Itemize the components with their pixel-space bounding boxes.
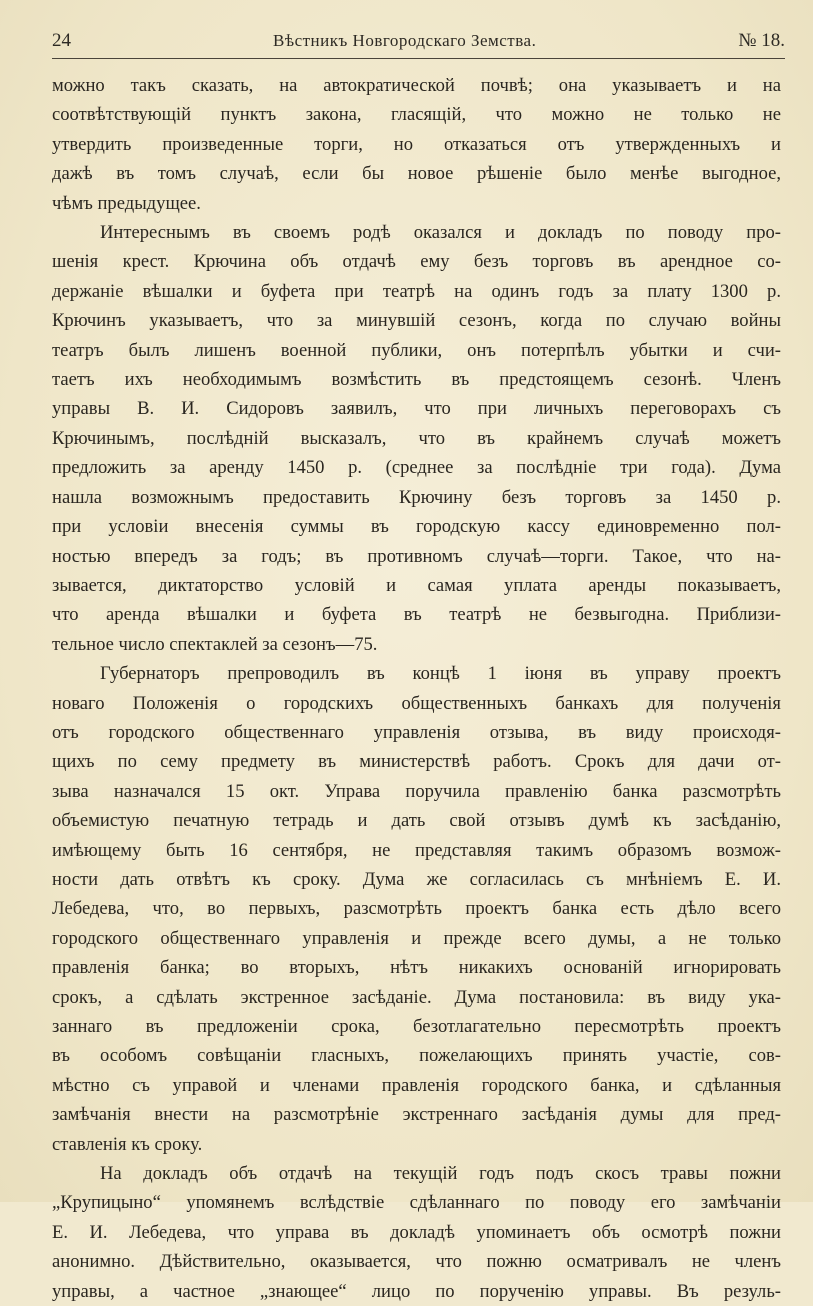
text-line: при условіи внесенія суммы въ городскую кассу единовременно пол- xyxy=(52,516,781,538)
text-line: театръ былъ лишенъ военной публики, онъ потерпѣлъ убытки и счи- xyxy=(52,339,781,361)
text-line: объемистую печатную тетрадь и дать свой отзывъ думѣ къ засѣданію, xyxy=(52,810,781,832)
text-line: новаго Положенія о городскихъ общественныхъ банкахъ для полученія xyxy=(52,692,781,714)
text-line: соотвѣтствующій пунктъ закона, гласящій, что можно не только не xyxy=(52,104,781,126)
text-line: Интереснымъ въ своемъ родѣ оказался и докладъ по поводу про- xyxy=(100,222,781,244)
text-line: дажѣ въ томъ случаѣ, если бы новое рѣшеніе было менѣе выгодное, xyxy=(52,163,781,185)
text-line: срокъ, а сдѣлать экстренное засѣданіе. Дума постановила: въ виду ука- xyxy=(52,986,781,1008)
journal-title: Вѣстникъ Новгородскаго Земства. xyxy=(273,31,537,50)
text-line: тельное число спектаклей за сезонъ—75. xyxy=(52,633,378,655)
paragraph xyxy=(52,1159,781,1306)
text-line: нашла возможнымъ предоставить Крючину безъ торговъ за 1450 р. xyxy=(52,486,781,508)
text-line: чѣмъ предыдущее. xyxy=(52,192,201,214)
text-line: щихъ по сему предмету въ министерствѣ работъ. Срокъ для дачи от- xyxy=(52,751,781,773)
text-line: правленія банка; во вторыхъ, нѣтъ никакихъ основаній игнорировать xyxy=(52,957,781,979)
text-line: шенія крест. Крючина объ отдачѣ ему безъ торговъ въ арендное со- xyxy=(52,251,781,273)
text-line: таетъ ихъ необходимымъ возмѣстить въ предстоящемъ сезонѣ. Членъ xyxy=(52,369,781,391)
text-line: замѣчанія внести на разсмотрѣніе экстреннаго засѣданія думы для пред- xyxy=(52,1104,781,1126)
text-line: управы, а частное „знающее“ лицо по порученію управы. Въ резуль- xyxy=(52,1280,781,1302)
text-line: предложить за аренду 1450 р. (среднее за послѣдніе три года). Дума xyxy=(52,457,781,479)
article-body xyxy=(52,71,781,1306)
text-line: можно такъ сказать, на автократической почвѣ; она указываетъ и на xyxy=(52,75,781,96)
text-line: Е. И. Лебедева, что управа въ докладѣ упоминаетъ объ осмотрѣ пожни xyxy=(52,1221,781,1243)
text-line: „Крупицыно“ упомянемъ вслѣдствіе сдѣланнаго по поводу его замѣчаніи xyxy=(52,1192,781,1214)
paragraph xyxy=(52,71,781,218)
text-line: имѣющему быть 16 сентября, не представляя такимъ образомъ возмож- xyxy=(52,839,781,861)
text-line: На докладъ объ отдачѣ на текущій годъ подъ скосъ травы пожни xyxy=(100,1163,781,1185)
text-line: анонимно. Дѣйствительно, оказывается, что пожню осматривалъ не членъ xyxy=(52,1251,781,1273)
text-line: держаніе вѣшалки и буфета при театрѣ на одинъ годъ за плату 1300 р. xyxy=(52,280,781,302)
text-line: заннаго въ предложеніи срока, безотлагательно пересмотрѣть проектъ xyxy=(52,1016,781,1037)
running-header xyxy=(52,24,785,59)
paragraph xyxy=(52,659,781,1159)
text-line: Лебедева, что, во первыхъ, разсмотрѣть проектъ банка есть дѣло всего xyxy=(52,898,781,920)
paragraph xyxy=(52,218,781,659)
text-line: городского общественнаго управленія и прежде всего думы, а не только xyxy=(52,927,781,949)
text-line: мѣстно съ управой и членами правленія городского банка, и сдѣланныя xyxy=(52,1074,781,1096)
text-line: ставленія къ сроку. xyxy=(52,1133,203,1155)
text-line: ностью впередъ за годъ; въ противномъ случаѣ—торги. Такое, что на- xyxy=(52,545,781,567)
text-line: Губернаторъ препроводилъ въ концѣ 1 іюня въ управу проектъ xyxy=(100,663,781,685)
text-line: утвердить произведенные торги, но отказаться отъ утвержденныхъ и xyxy=(52,133,781,155)
text-line: зыва назначался 15 окт. Управа поручила правленію банка разсмотрѣть xyxy=(52,780,781,802)
text-line: зывается, диктаторство условій и самая уплата аренды показываетъ, xyxy=(52,574,781,596)
text-line: отъ городского общественнаго управленія отзыва, въ виду происходя- xyxy=(52,721,781,743)
text-line: Крючинъ указываетъ, что за минувшій сезонъ, когда по случаю войны xyxy=(52,310,781,332)
issue-number: № 18. xyxy=(738,30,785,51)
text-line: ности дать отвѣтъ къ сроку. Дума же согласилась съ мнѣніемъ Е. И. xyxy=(52,868,781,890)
page-number: 24 xyxy=(52,30,71,51)
text-line: Крючинымъ, послѣдній высказалъ, что въ крайнемъ случаѣ можетъ xyxy=(52,427,781,449)
text-line: что аренда вѣшалки и буфета въ театрѣ не безвыгодна. Приблизи- xyxy=(52,604,781,626)
text-line: управы В. И. Сидоровъ заявилъ, что при личныхъ переговорахъ съ xyxy=(52,398,781,420)
text-line: въ особомъ совѣщаніи гласныхъ, пожелающихъ принять участіе, сов- xyxy=(52,1045,781,1067)
